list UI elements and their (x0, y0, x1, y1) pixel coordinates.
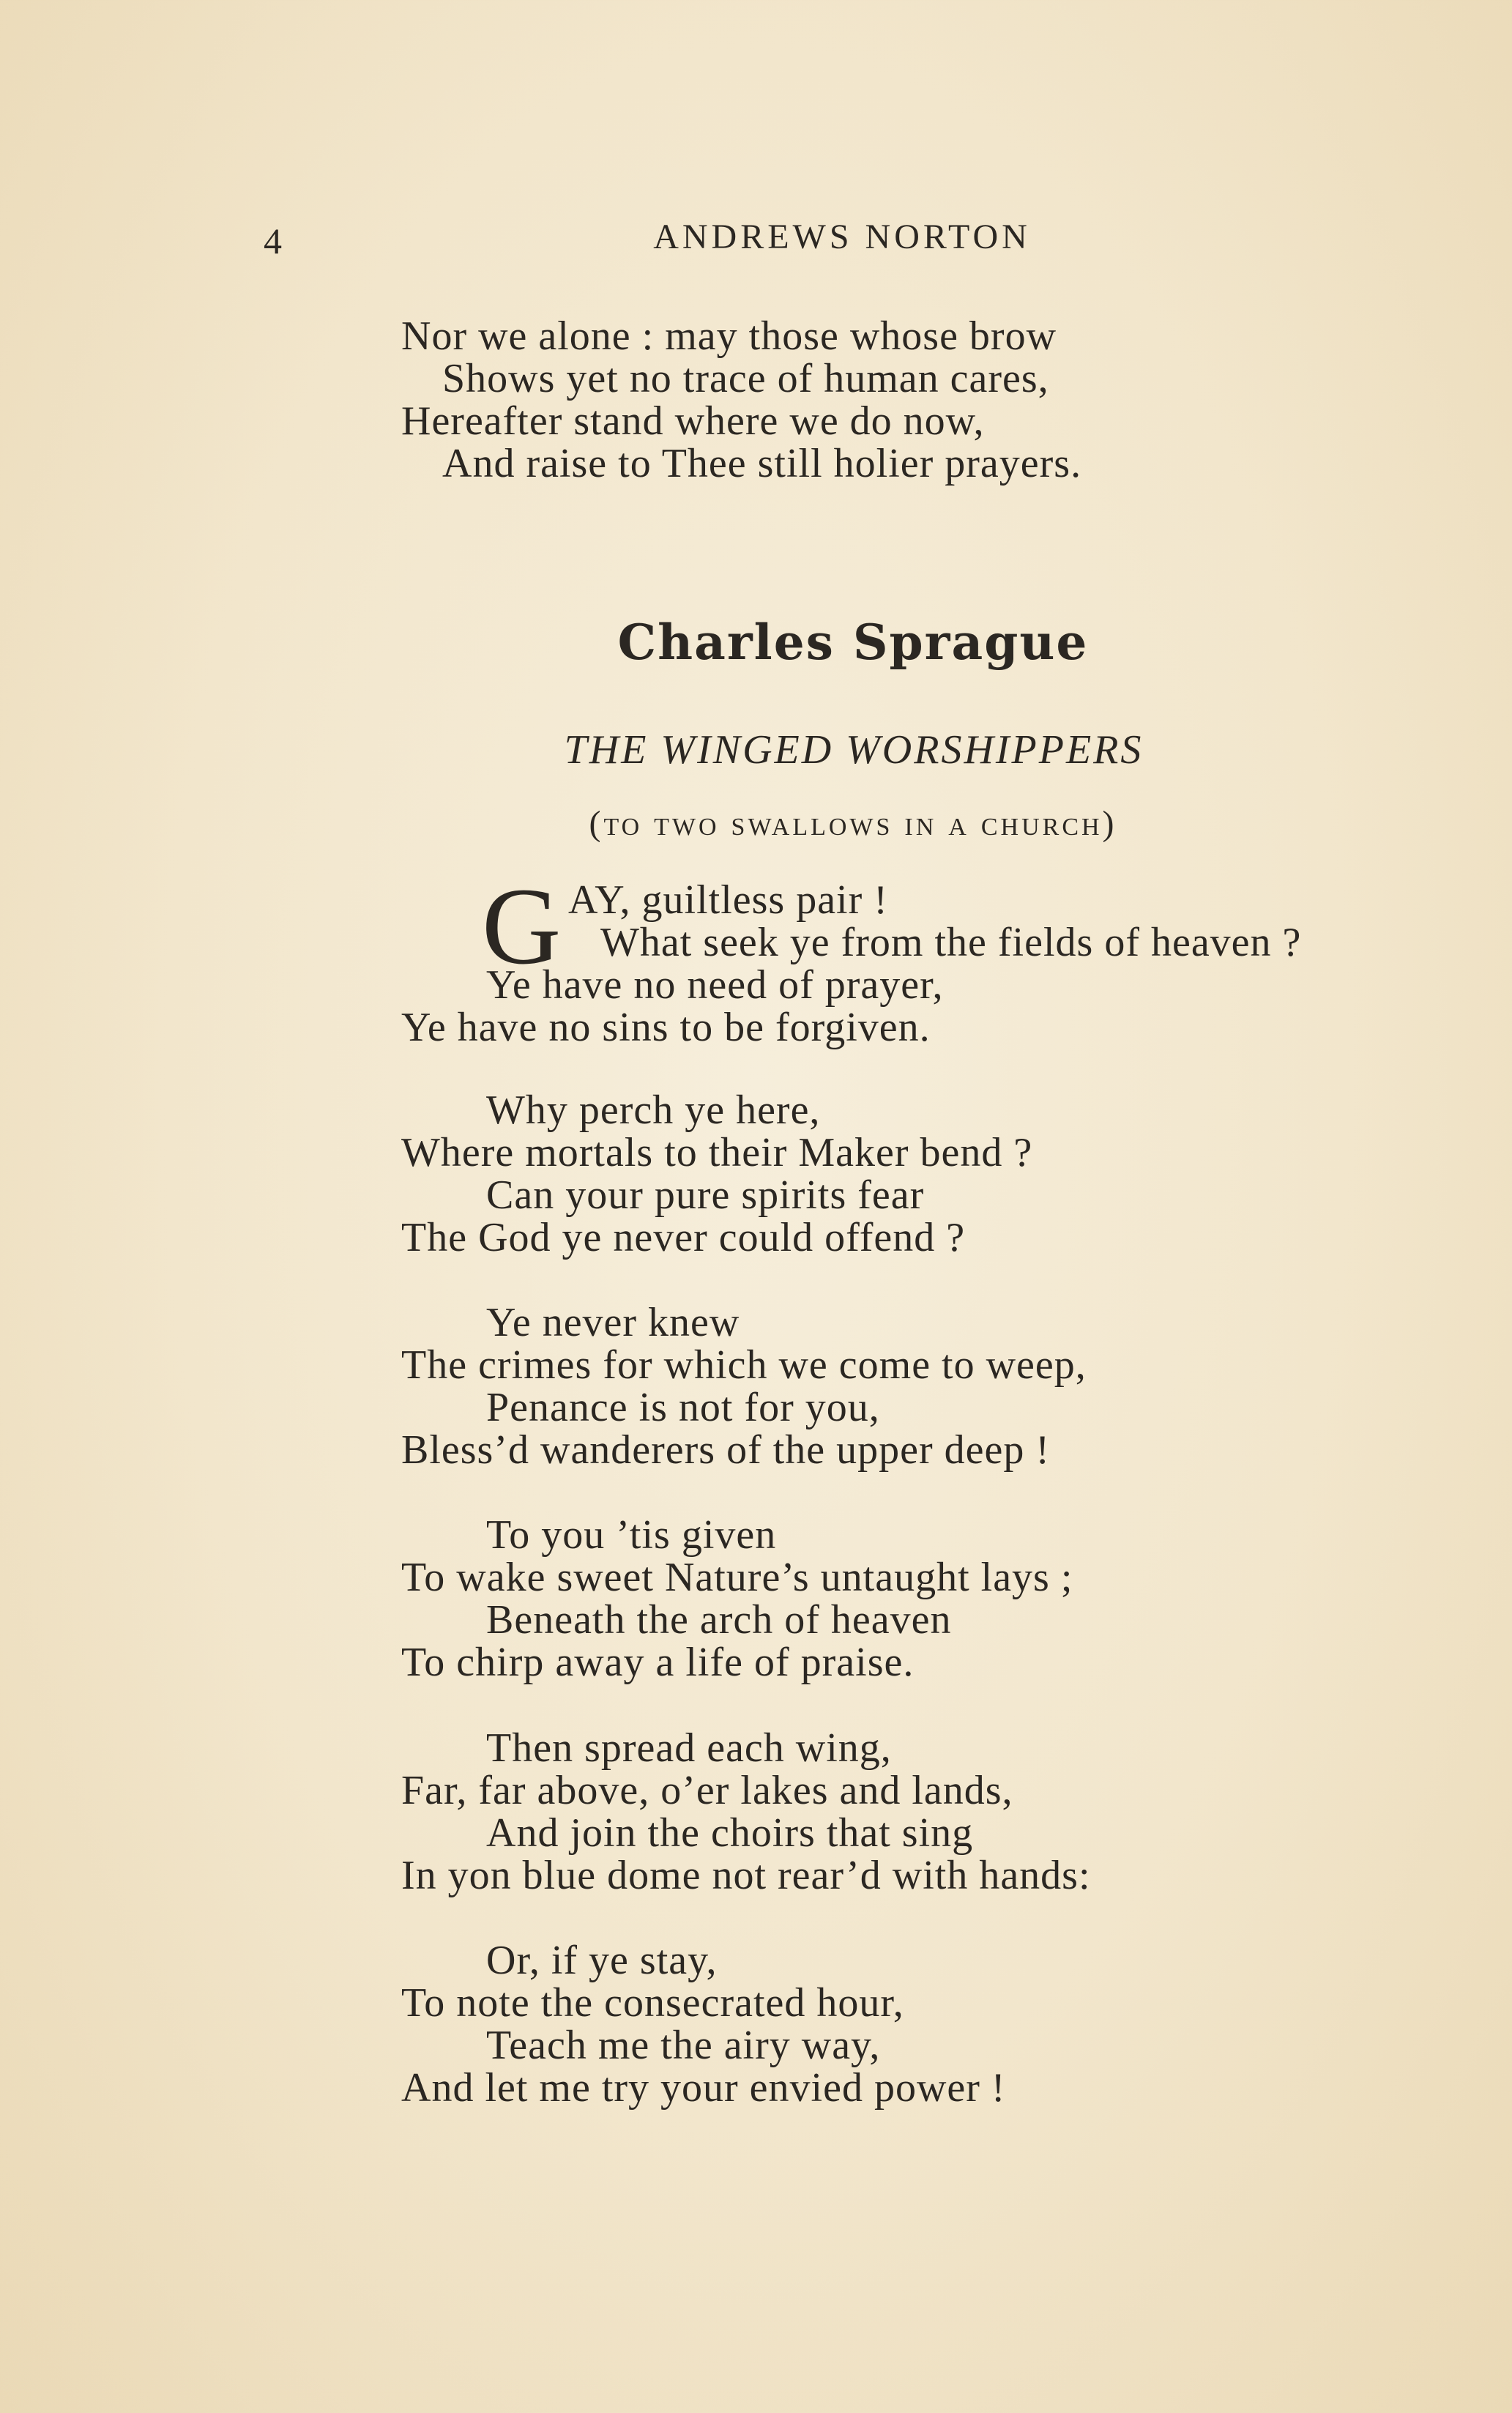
verse-line: Why perch ye here, (486, 1087, 821, 1133)
verse-line: Teach me the airy way, (486, 2023, 881, 2068)
verse-line: Ye never knew (486, 1300, 740, 1345)
verse-line: Can your pure spirits fear (486, 1172, 925, 1218)
verse-line: Penance is not for you, (486, 1385, 880, 1430)
poem-title: THE WINGED WORSHIPPERS (564, 727, 1144, 773)
running-title-text: ANDREWS NORTON (653, 217, 1031, 256)
stanza-3 (401, 1301, 1087, 1471)
stanza-2 (401, 1089, 1032, 1259)
previous-poem-stanza (401, 315, 1081, 485)
verse-line: And join the choirs that sing (486, 1810, 974, 1856)
stanza-4 (401, 1514, 1073, 1684)
verse-line: To chirp away a life of praise. (401, 1640, 915, 1685)
verse-line: To note the consecrated hour, (401, 1980, 904, 2026)
verse-line: Shows yet no trace of human cares, (442, 356, 1049, 401)
poem-subtitle: (to two swallows in a church) (589, 804, 1117, 843)
stanza-6 (401, 1939, 1006, 2109)
verse-line: Ye have no need of prayer, (486, 962, 944, 1008)
running-title (0, 217, 1512, 257)
verse-line: And raise to Thee still holier prayers. (442, 441, 1082, 486)
verse-line: Then spread each wing, (486, 1725, 892, 1771)
verse-line: Or, if ye stay, (486, 1938, 718, 1983)
verse-line: Far, far above, o’er lakes and lands, (401, 1768, 1013, 1813)
verse-line: What seek ye from the fields of heaven ? (600, 920, 1302, 965)
author-heading: Charles Sprague (617, 614, 1089, 671)
page-number: 4 (264, 220, 282, 261)
drop-cap: G (482, 866, 562, 987)
verse-line: Where mortals to their Maker bend ? (401, 1130, 1033, 1175)
verse-line: Beneath the arch of heaven (486, 1597, 952, 1643)
verse-line: To wake sweet Nature’s untaught lays ; (401, 1555, 1073, 1600)
verse-line: The crimes for which we come to weep, (401, 1342, 1087, 1388)
stanza-5 (401, 1727, 1091, 1897)
stanza-1 (401, 879, 1301, 1049)
verse-line: Bless’d wanderers of the upper deep ! (401, 1427, 1051, 1473)
verse-line: Ye have no sins to be forgiven. (401, 1005, 931, 1050)
verse-line: To you ’tis given (486, 1512, 777, 1558)
verse-line: The God ye never could offend ? (401, 1215, 966, 1260)
verse-line: AY, guiltless pair ! (568, 877, 888, 923)
verse-line: Nor we alone : may those whose brow (401, 313, 1057, 359)
verse-line: In yon blue dome not rear’d with hands: (401, 1853, 1091, 1898)
verse-line: Hereafter stand where we do now, (401, 398, 985, 444)
verse-line: And let me try your envied power ! (401, 2065, 1006, 2111)
